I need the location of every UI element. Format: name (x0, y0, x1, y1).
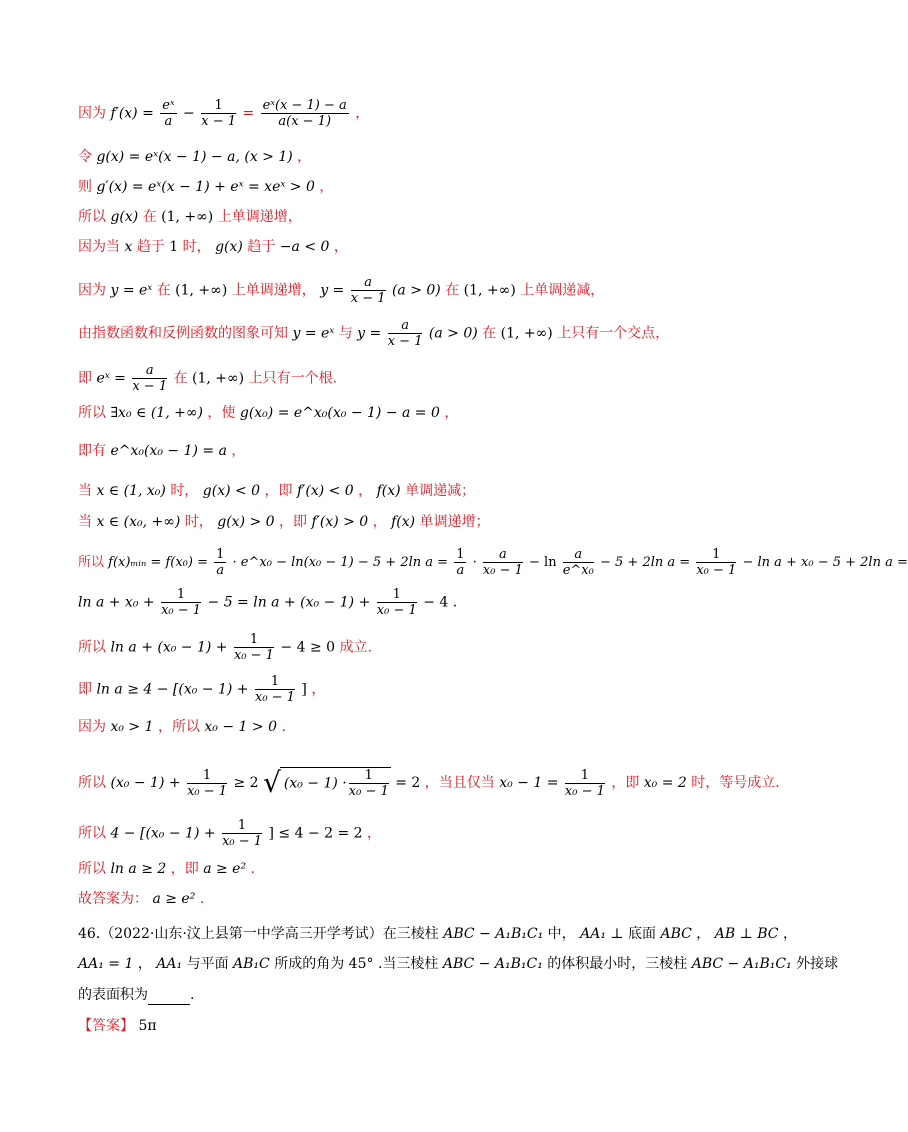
text: 即 (78, 370, 92, 387)
text: .当三棱柱 (377, 956, 439, 972)
text: ， (231, 443, 246, 459)
text: ， (782, 926, 797, 942)
fraction: $\frac{a}{x - 1}$ (387, 318, 423, 349)
problem-number: 46.（2022·山东·汶上县第一中学高三开学考试）在三棱柱 (78, 926, 439, 942)
text: 在 (173, 370, 188, 387)
math: f(x) (376, 483, 401, 499)
math: a ≥ e² (152, 891, 196, 907)
math: f(x)ₘᵢₙ = f(x₀) = (108, 555, 208, 570)
math: (a > 0) (428, 325, 478, 342)
text: 在 (142, 209, 157, 225)
math: ∃x₀ ∈ (1, +∞) (110, 405, 203, 421)
text: 时， (170, 483, 199, 499)
line-8 (78, 363, 337, 394)
text: 由指数函数和反例函数的图象可知 (78, 325, 288, 342)
text: ， (333, 239, 348, 255)
math: y = eˣ (292, 325, 335, 342)
fraction: $\frac{\text{eˣ}}{a}$ (162, 98, 175, 129)
math: ln a ≥ 4 − [(x₀ − 1) + (96, 681, 249, 698)
text: 因为 (78, 105, 106, 122)
line-7 (78, 318, 669, 349)
math: g(x) < 0 (202, 483, 261, 499)
math: g(x₀) = e^x₀(x₀ − 1) − a = 0 (239, 405, 440, 421)
math: y = (320, 282, 345, 299)
text: 单调递减； (405, 483, 476, 499)
line-10 (78, 441, 245, 461)
math: x ∈ (1, x₀) (96, 483, 166, 499)
text: ，即 (279, 514, 308, 530)
math: ABC − A₁B₁C₁ (442, 956, 543, 972)
text: 因为 (78, 719, 106, 735)
sqrt-radicand: (x₀ − 1) · $\frac{1}{\text{x₀ − 1}}$ (280, 767, 391, 799)
text: 所以 (78, 861, 106, 877)
fraction: $\frac{a}{\text{e\textasciicircum{}x₀}}$ (562, 547, 594, 578)
text: 中， (547, 926, 576, 942)
text: 成立. (339, 639, 372, 656)
math: − ln (529, 555, 557, 570)
math: ABC (660, 926, 692, 942)
line-3 (78, 177, 333, 197)
math: (1, +∞) (500, 325, 553, 342)
fraction: $\frac{1}{\text{x₀ − 1}}$ (161, 587, 202, 618)
math: ln a + (x₀ − 1) + (110, 639, 228, 656)
math: AA₁ = 1 (78, 956, 134, 972)
text: 的表面积为 (78, 987, 148, 1003)
line-16 (78, 674, 325, 705)
math: a ≥ e² (203, 861, 247, 877)
math: − 4 . (423, 594, 458, 611)
text: ， (358, 483, 373, 499)
line-13 (78, 547, 908, 578)
text: . (250, 861, 255, 877)
text: 时， (182, 239, 211, 255)
text: 与平面 (186, 956, 229, 972)
text: ， (444, 405, 459, 421)
math: y = (357, 325, 382, 342)
text: 当 (78, 514, 92, 530)
fraction: $\frac{a}{x - 1}$ (350, 275, 386, 306)
line-14 (78, 587, 457, 618)
answer-line (78, 1016, 157, 1036)
text: 故答案为： (78, 891, 148, 907)
text: 因为 (78, 282, 106, 299)
math: x ∈ (x₀, +∞) (96, 514, 181, 530)
line-15 (78, 632, 372, 663)
text: 上只有一个根. (248, 370, 338, 387)
math: x (124, 239, 133, 255)
text: 底面 (628, 926, 657, 942)
fraction: $\frac{a}{\text{x₀ − 1}}$ (482, 547, 523, 578)
text: 上单调递减， (520, 282, 605, 299)
text: 上单调递增， (217, 209, 302, 225)
text: ，即 (611, 775, 640, 791)
text: 即有 (78, 443, 106, 459)
math: ] (301, 681, 307, 698)
sqrt-icon: √ (263, 766, 281, 799)
text: ， (696, 926, 711, 942)
math: (1, +∞) (463, 282, 516, 299)
text: 令 (78, 149, 92, 165)
fraction: $\frac{\text{eˣ(x − 1) − a}}{a(x - 1)}$ (262, 98, 347, 129)
line-17 (78, 717, 286, 737)
math: ln a ≥ 2 (110, 861, 167, 877)
math: − 4 ≥ 0 (280, 639, 336, 656)
math: ABC − A₁B₁C₁ (443, 926, 544, 942)
line-6 (78, 275, 604, 306)
math: 45° (348, 956, 374, 972)
text: 在 (482, 325, 497, 342)
answer-label: 【答案】 (78, 1018, 134, 1034)
math: e^x₀(x₀ − 1) = a (110, 443, 227, 459)
text: . (190, 987, 195, 1003)
math: = 2 (395, 775, 421, 791)
answer-value: 5π (138, 1018, 157, 1034)
math: AA₁ (156, 956, 183, 972)
text: 趋于 (136, 239, 165, 255)
math: 1 (169, 239, 179, 255)
fraction: $\frac{1}{x - 1}$ (201, 98, 236, 129)
math: (x₀ − 1) + (110, 775, 181, 791)
text: . (199, 891, 205, 907)
problem-line-1 (78, 924, 797, 944)
text: ， (297, 149, 312, 165)
text: 当 (78, 483, 92, 499)
text: 时， (184, 514, 213, 530)
math: − ln a + x₀ − 5 + 2ln a = (742, 555, 908, 570)
math: − 5 + 2ln a = (600, 555, 691, 570)
text: ， (372, 514, 387, 530)
answer-blank (148, 990, 190, 1005)
text: 因为当 (78, 239, 120, 255)
fraction: $\frac{1}{\text{x₀ − 1}}$ (254, 674, 295, 705)
text: 则 (78, 179, 92, 195)
problem-line-3 (78, 985, 194, 1005)
problem-line-2 (78, 954, 838, 974)
math: f′(x) > 0 (311, 514, 369, 530)
math: eˣ = (96, 370, 126, 387)
math: x₀ − 1 = (499, 775, 559, 791)
line-21 (78, 889, 204, 909)
text: 外接球 (796, 956, 839, 972)
line-18 (78, 767, 780, 799)
math: · e^x₀ − ln(x₀ − 1) − 5 + 2ln a = (232, 555, 449, 570)
math: AB ⊥ BC (714, 926, 779, 942)
text: 所以 (78, 209, 106, 225)
math: x₀ − 1 > 0 (204, 719, 277, 735)
math: f′(x) < 0 (297, 483, 354, 499)
math: g′(x) = eˣ(x − 1) + eˣ = xeˣ > 0 (96, 179, 315, 195)
text: ， (137, 956, 152, 972)
line-1 (78, 98, 369, 129)
line-19 (78, 818, 381, 849)
math: x₀ = 2 (643, 775, 687, 791)
math: f′(x) = (110, 105, 154, 122)
text: 时，等号成立. (691, 775, 780, 791)
fraction: $\frac{1}{\text{x₀ − 1}}$ (376, 587, 417, 618)
math: g(x) > 0 (217, 514, 275, 530)
fraction: $\frac{1}{\text{x₀ − 1}}$ (187, 767, 228, 799)
text: 即 (78, 681, 92, 698)
text: ， (367, 825, 382, 842)
text: ，使 (207, 405, 236, 421)
math: AB₁C (233, 956, 270, 972)
math: g(x) (215, 239, 243, 255)
text: ，当且仅当 (424, 775, 495, 791)
text: 所成的角为 (274, 956, 345, 972)
math: g(x) (110, 209, 139, 225)
math: ln a + x₀ + (78, 594, 155, 611)
text: 单调递增； (419, 514, 490, 530)
fraction: $\frac{1}{a}$ (456, 547, 465, 578)
fraction: $\frac{1}{\text{x₀ − 1}}$ (696, 547, 737, 578)
line-4 (78, 207, 302, 227)
text: 所以 (78, 825, 106, 842)
math: −a < 0 (279, 239, 330, 255)
text: ，所以 (157, 719, 200, 735)
math: (1, +∞) (175, 282, 228, 299)
math: − 5 = ln a + (x₀ − 1) + (207, 594, 371, 611)
line-2 (78, 147, 311, 167)
fraction: $\frac{1}{\text{x₀ − 1}}$ (222, 818, 263, 849)
text: 与 (338, 325, 353, 342)
math: g(x) = eˣ(x − 1) − a, (x > 1) (96, 149, 293, 165)
text: 所以 (78, 555, 105, 570)
math: x₀ > 1 (110, 719, 154, 735)
math: (1, +∞) (192, 370, 245, 387)
fraction: $\frac{1}{a}$ (216, 547, 225, 578)
text: ，即 (264, 483, 293, 499)
text: 的体积最小时，三棱柱 (547, 956, 688, 972)
math: · (472, 555, 477, 570)
line-9 (78, 403, 458, 423)
math: − (183, 105, 195, 122)
math: 4 − [(x₀ − 1) + (110, 825, 216, 842)
math: (a > 0) (391, 282, 441, 299)
fraction: $\frac{a}{x - 1}$ (132, 363, 168, 394)
text: 所以 (78, 639, 106, 656)
line-20 (78, 859, 255, 879)
math: ] ≤ 4 − 2 = 2 (268, 825, 363, 842)
text: 趋于 (247, 239, 276, 255)
text: ， (319, 179, 334, 195)
line-11 (78, 481, 475, 501)
math: f(x) (391, 514, 416, 530)
text: 在 (445, 282, 460, 299)
math: ABC − A₁B₁C₁ (691, 956, 792, 972)
text: 上单调递增， (231, 282, 316, 299)
line-12 (78, 512, 490, 532)
text: 所以 (78, 775, 106, 791)
fraction: $\frac{1}{\text{x₀ − 1}}$ (564, 767, 605, 799)
math: AA₁ ⊥ (580, 926, 624, 942)
line-5 (78, 237, 348, 257)
text: = (242, 105, 255, 122)
math: ≥ 2 (233, 775, 259, 791)
text: 上只有一个交点， (557, 325, 670, 342)
text: . (281, 719, 286, 735)
text: 在 (156, 282, 171, 299)
text: 所以 (78, 405, 106, 421)
text: ， (311, 681, 326, 698)
math: (1, +∞) (161, 209, 214, 225)
text: ， (355, 105, 370, 122)
math: y = eˣ (110, 282, 153, 299)
text: ，即 (170, 861, 199, 877)
fraction: $\frac{1}{\text{x₀ − 1}}$ (233, 632, 274, 663)
